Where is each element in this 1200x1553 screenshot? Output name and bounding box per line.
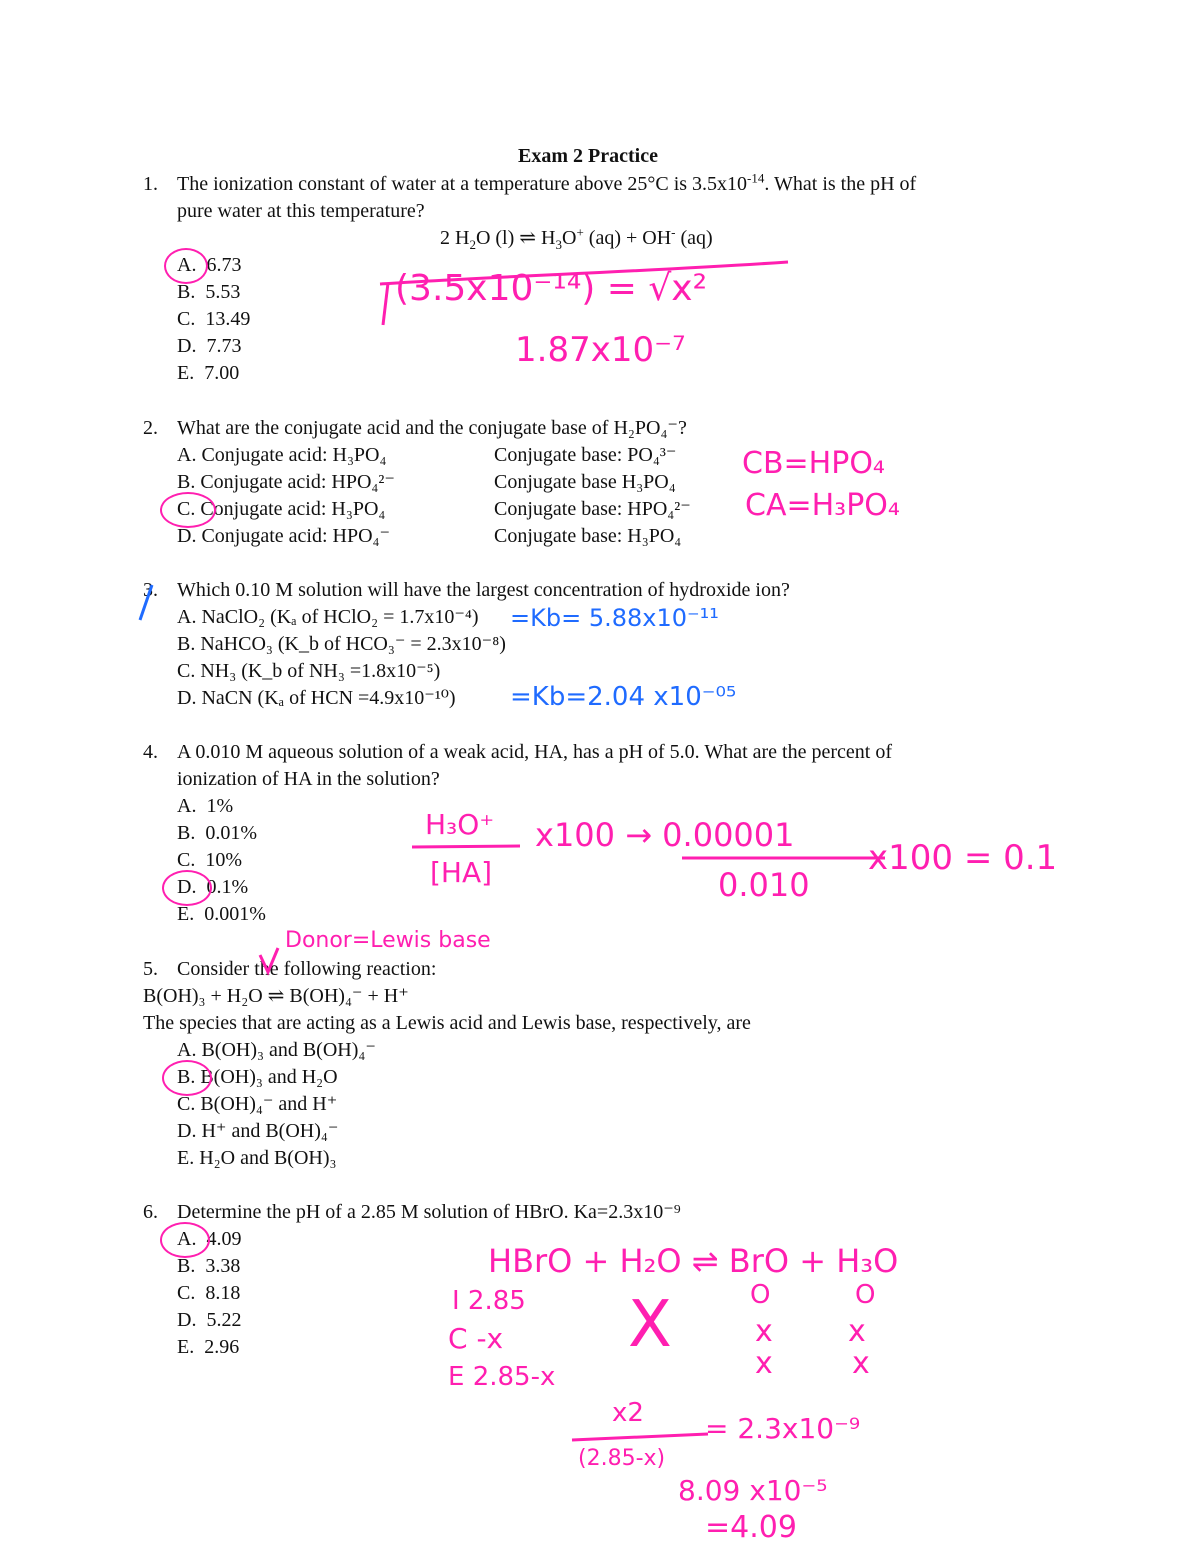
q1-option-a[interactable]: A. 6.73 — [177, 254, 242, 276]
q6-number: 6. — [143, 1201, 158, 1223]
q5-option-d[interactable]: D. H⁺ and B(OH)₄⁻ — [177, 1120, 339, 1142]
q6-handwritten-eq-bro: x — [755, 1346, 773, 1381]
q6-handwritten-equilibrium: E 2.85-x — [448, 1362, 556, 1392]
q1-text-line2: pure water at this temperature? — [177, 200, 425, 222]
q1-option-c[interactable]: C. 13.49 — [177, 308, 251, 330]
q6-handwritten-frac-denominator: (2.85-x) — [578, 1446, 666, 1471]
q2-option-b-base: Conjugate base H₃PO₄ — [494, 471, 676, 493]
q5-option-c[interactable]: C. B(OH)₄⁻ and H⁺ — [177, 1093, 338, 1115]
q3-option-d[interactable]: D. NaCN (Kₐ of HCN =4.9x10⁻¹⁰) — [177, 687, 456, 709]
q2-handwritten-cb: CB=HPO₄ — [742, 446, 885, 481]
q3-option-a[interactable]: A. NaClO₂ (Kₐ of HClO₂ = 1.7x10⁻⁴) — [177, 606, 479, 628]
q1-option-e[interactable]: E. 7.00 — [177, 362, 240, 384]
q5-text: Consider the following reaction: — [177, 958, 437, 980]
q3-handwritten-kb-d: =Kb=2.04 x10⁻⁰⁵ — [510, 682, 737, 712]
q1-option-b[interactable]: B. 5.53 — [177, 281, 241, 303]
q6-option-d[interactable]: D. 5.22 — [177, 1309, 242, 1331]
q4-option-a[interactable]: A. 1% — [177, 795, 234, 817]
q2-text: What are the conjugate acid and the conjugate base of H₂PO₄⁻? — [177, 417, 687, 439]
q4-option-e[interactable]: E. 0.001% — [177, 903, 266, 925]
q6-handwritten-change-bro: x — [755, 1314, 773, 1349]
q6-handwritten-ka: = 2.3x10⁻⁹ — [705, 1412, 861, 1445]
page-title: Exam 2 Practice — [518, 145, 658, 167]
q4-handwritten-result: x100 = 0.1 — [868, 838, 1058, 878]
q6-option-c[interactable]: C. 8.18 — [177, 1282, 241, 1304]
q6-text: Determine the pH of a 2.85 M solution of HBrO. Ka=2.3x10⁻⁹ — [177, 1201, 681, 1223]
q6-handwritten-initial: I 2.85 — [452, 1286, 526, 1316]
q1-text: The ionization constant of water at a temperature above 25°C is $3.5x10^{-14}$. What is the pH of — [177, 170, 917, 195]
q4-handwritten-denominator2: 0.010 — [718, 866, 810, 904]
q4-option-c[interactable]: C. 10% — [177, 849, 243, 871]
q3-handwritten-kb-a: =Kb= 5.88x10⁻¹¹ — [510, 604, 719, 632]
q6-handwritten-change-h3o: x — [848, 1314, 866, 1349]
q6-handwritten-cross: X — [628, 1288, 672, 1362]
q4-number: 4. — [143, 741, 158, 763]
q2-option-a-base: Conjugate base: PO₄³⁻ — [494, 444, 677, 466]
q6-handwritten-answer: =4.09 — [705, 1510, 797, 1545]
q2-option-b-acid[interactable]: B. Conjugate acid: HPO₄²⁻ — [177, 471, 395, 493]
q1-number: 1. — [143, 173, 158, 195]
q5-option-b[interactable]: B. B(OH)₃ and H₂O — [177, 1066, 338, 1088]
q4-text: A 0.010 M aqueous solution of a weak acid, HA, has a pH of 5.0. What are the percent of — [177, 741, 892, 763]
q2-option-d-acid[interactable]: D. Conjugate acid: HPO₄⁻ — [177, 525, 391, 547]
q2-number: 2. — [143, 417, 158, 439]
q6-handwritten-initial-h3o: O — [855, 1280, 876, 1310]
q4-option-b[interactable]: B. 0.01% — [177, 822, 258, 844]
q5-handwritten-note: Donor=Lewis base — [285, 928, 491, 953]
q4-text-line2: ionization of HA in the solution? — [177, 768, 440, 790]
q4-handwritten-denominator: [HA] — [430, 856, 493, 889]
q6-handwritten-frac-numerator: x2 — [612, 1398, 644, 1428]
q6-option-b[interactable]: B. 3.38 — [177, 1255, 241, 1277]
q5-option-e[interactable]: E. H₂O and B(OH)₃ — [177, 1147, 337, 1169]
q2-handwritten-ca: CA=H₃PO₄ — [745, 488, 900, 523]
q3-option-c[interactable]: C. NH₃ (K_b of NH₃ =1.8x10⁻⁵) — [177, 660, 441, 682]
q1-handwritten-sqrt: (3.5x10⁻¹⁴) = √x² — [395, 268, 708, 309]
q6-option-a[interactable]: A. 4.09 — [177, 1228, 242, 1250]
q5-option-a[interactable]: A. B(OH)₃ and B(OH)₄⁻ — [177, 1039, 376, 1061]
q4-handwritten-x100: x100 → 0.00001 — [535, 816, 795, 854]
q3-number: 3. — [143, 579, 158, 601]
q3-text: Which 0.10 M solution will have the largest concentration of hydroxide ion? — [177, 579, 790, 601]
q5-text-line3: The species that are acting as a Lewis acid and Lewis base, respectively, are — [143, 1012, 751, 1034]
q1-option-d[interactable]: D. 7.73 — [177, 335, 242, 357]
q1-equation: 2 $H_2O$ (l) ⇌ $H_3O^+$ (aq) + OH- (aq) — [440, 224, 713, 252]
q2-option-a-acid[interactable]: A. Conjugate acid: H₃PO₄ — [177, 444, 387, 466]
q6-handwritten-initial-bro: O — [750, 1280, 771, 1310]
q1-handwritten-result: 1.87x10⁻⁷ — [515, 330, 686, 370]
q6-handwritten-equation: HBrO + H₂O ⇌ BrO + H₃O — [488, 1242, 899, 1280]
q6-option-e[interactable]: E. 2.96 — [177, 1336, 240, 1358]
q4-handwritten-numerator: H₃O⁺ — [425, 808, 495, 841]
q6-handwritten-x-value: 8.09 x10⁻⁵ — [678, 1474, 828, 1507]
q5-reaction: B(OH)₃ + H₂O ⇌ B(OH)₄⁻ + H⁺ — [143, 985, 409, 1007]
q6-handwritten-change: C -x — [448, 1322, 504, 1355]
q4-option-d[interactable]: D. 0.1% — [177, 876, 249, 898]
q2-option-c-acid[interactable]: C. Conjugate acid: H₃PO₄ — [177, 498, 386, 520]
q2-option-d-base: Conjugate base: H₃PO₄ — [494, 525, 682, 547]
q5-number: 5. — [143, 958, 158, 980]
q3-option-b[interactable]: B. NaHCO₃ (K_b of HCO₃⁻ = 2.3x10⁻⁸) — [177, 633, 506, 655]
q6-handwritten-eq-h3o: x — [852, 1346, 870, 1381]
q2-option-c-base: Conjugate base: HPO₄²⁻ — [494, 498, 691, 520]
